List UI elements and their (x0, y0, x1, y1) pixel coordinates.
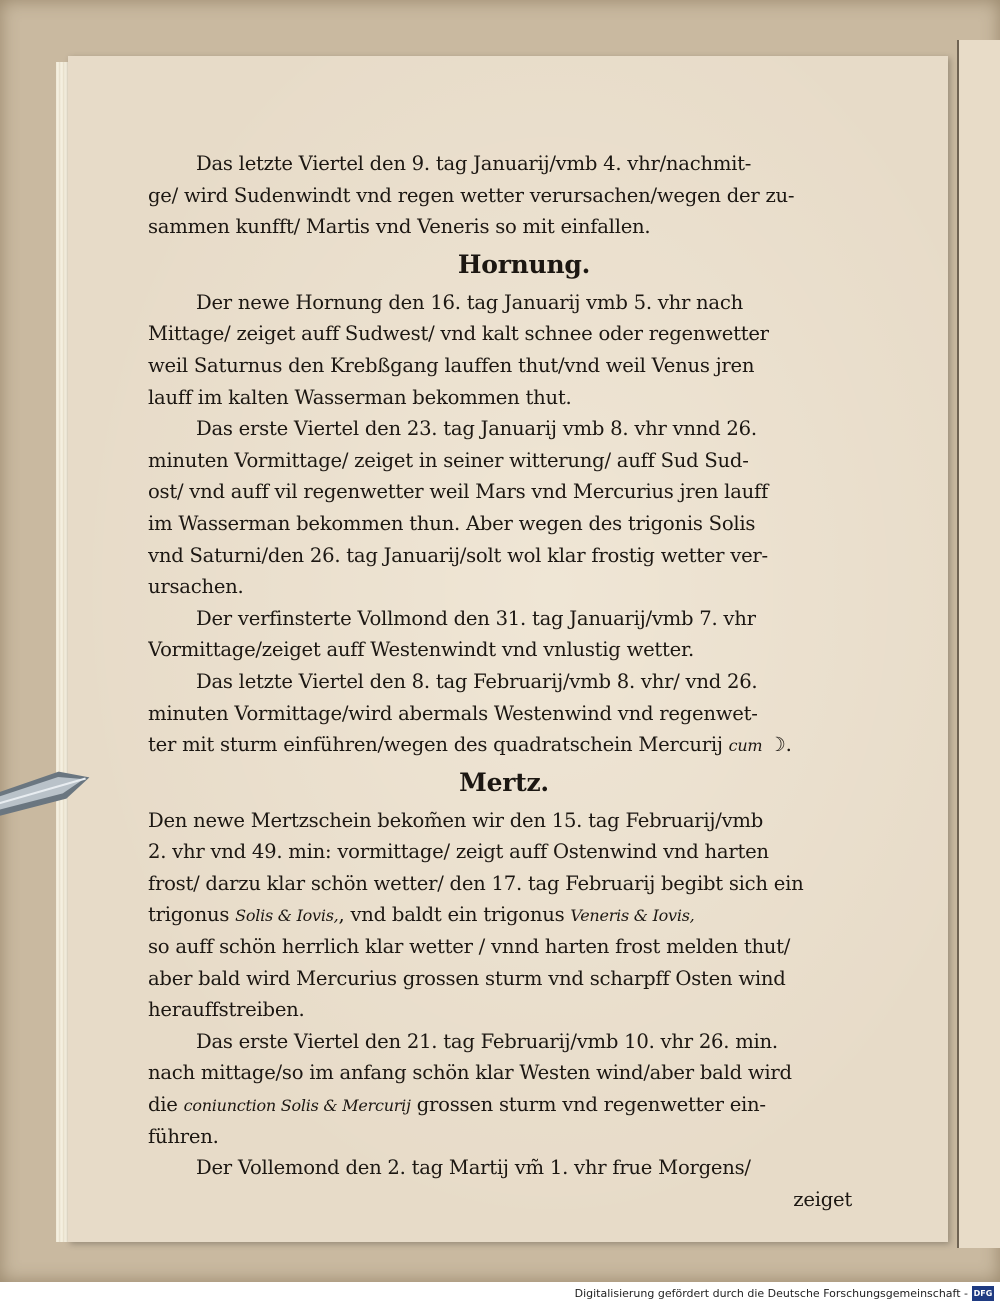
text-line: Der Vollemond den 2. tag Martij vm̃ 1. vhr frue Morgens/ (196, 1156, 751, 1180)
text-line: sammen kunfft/ Martis vnd Veneris so mit einfallen. (148, 215, 651, 239)
text-line: weil Saturnus den Krebßgang lauffen thut/vnd weil Venus jren (148, 353, 755, 377)
text-line: aber bald wird Mercurius grossen sturm vnd scharpff Osten wind (148, 966, 786, 990)
latin-text: cum (728, 736, 763, 756)
text-span: , vnd baldt ein trigonus (338, 903, 565, 927)
text-line: ost/ vnd auff vil regenwetter weil Mars vnd Mercurius jren lauff (148, 480, 768, 504)
text-line: so auff schön herrlich klar wetter / vnnd harten frost melden thut/ (148, 935, 791, 959)
text-line: minuten Vormittage/wird abermals Westenwind vnd regenwet- (148, 701, 758, 725)
footer-bar (0, 1282, 1000, 1306)
text-line (148, 1089, 860, 1121)
text-line: herauffstreiben. (148, 998, 305, 1022)
page-text (148, 148, 860, 1215)
text-line: Den newe Mertzschein bekom̃en wir den 15. tag Februarij/vmb (148, 808, 764, 832)
text-line: Vormittage/zeiget auff Westenwindt vnd vnlustig wetter. (148, 638, 694, 662)
dfg-logo: DFG (972, 1286, 994, 1301)
text-span: die (148, 1093, 178, 1117)
catchword: zeiget (793, 1187, 852, 1211)
text-line: Das letzte Viertel den 9. tag Januarij/vmb 4. vhr/nachmit- (196, 152, 752, 175)
text-line: im Wasserman bekommen thun. Aber wegen des trigonis Solis (148, 511, 756, 535)
section-heading-hornung: Hornung. (457, 249, 591, 279)
text-line: ursachen. (148, 575, 244, 599)
latin-text: coniunction Solis & Mercurij (183, 1096, 411, 1116)
text-line: Das letzte Viertel den 8. tag Februarij/vmb 8. vhr/ vnd 26. (196, 669, 758, 693)
text-line: nach mittage/so im anfang schön klar Westen wind/aber bald wird (148, 1061, 792, 1085)
text-line: Mittage/ zeiget auff Sudwest/ vnd kalt schnee oder regenwetter (148, 322, 769, 346)
latin-text: Veneris & Iovis, (570, 906, 695, 926)
text-line: vnd Saturni/den 26. tag Januarij/solt wol klar frostig wetter ver- (148, 543, 768, 567)
text-line: lauff im kalten Wasserman bekommen thut. (148, 385, 572, 409)
text-line: ge/ wird Sudenwindt vnd regen wetter verursachen/wegen der zu- (148, 183, 795, 207)
text-line (148, 899, 860, 931)
text-line: minuten Vormittage/ zeiget in seiner witterung/ auff Sud Sud- (148, 448, 749, 472)
text-line: Der verfinsterte Vollmond den 31. tag Januarij/vmb 7. vhr (196, 606, 756, 630)
text-line: führen. (148, 1124, 219, 1148)
facing-page-edge (957, 40, 1000, 1248)
text-line: frost/ darzu klar schön wetter/ den 17. tag Februarij begibt sich ein (148, 871, 804, 895)
text-line: Das erste Viertel den 21. tag Februarij/vmb 10. vhr 26. min. (196, 1029, 778, 1053)
latin-text: Solis & Iovis, (235, 906, 339, 926)
text-span: trigonus (148, 903, 230, 927)
text-line: Das erste Viertel den 23. tag Januarij vmb 8. vhr vnnd 26. (196, 417, 757, 441)
text-span: grossen sturm vnd regenwetter ein- (416, 1093, 766, 1117)
moon-symbol: ☽. (768, 733, 792, 757)
text-line (148, 729, 860, 761)
text-span: ter mit sturm einführen/wegen des quadratschein Mercurij (148, 733, 723, 757)
text-line: 2. vhr vnd 49. min: vormittage/ zeigt auff Ostenwind vnd harten (148, 840, 769, 864)
funding-credit: Digitalisierung gefördert durch die Deutsche Forschungsgemeinschaft - (574, 1287, 968, 1300)
section-heading-mertz: Mertz. (459, 767, 549, 797)
text-line: Der newe Hornung den 16. tag Januarij vmb 5. vhr nach (196, 290, 743, 314)
